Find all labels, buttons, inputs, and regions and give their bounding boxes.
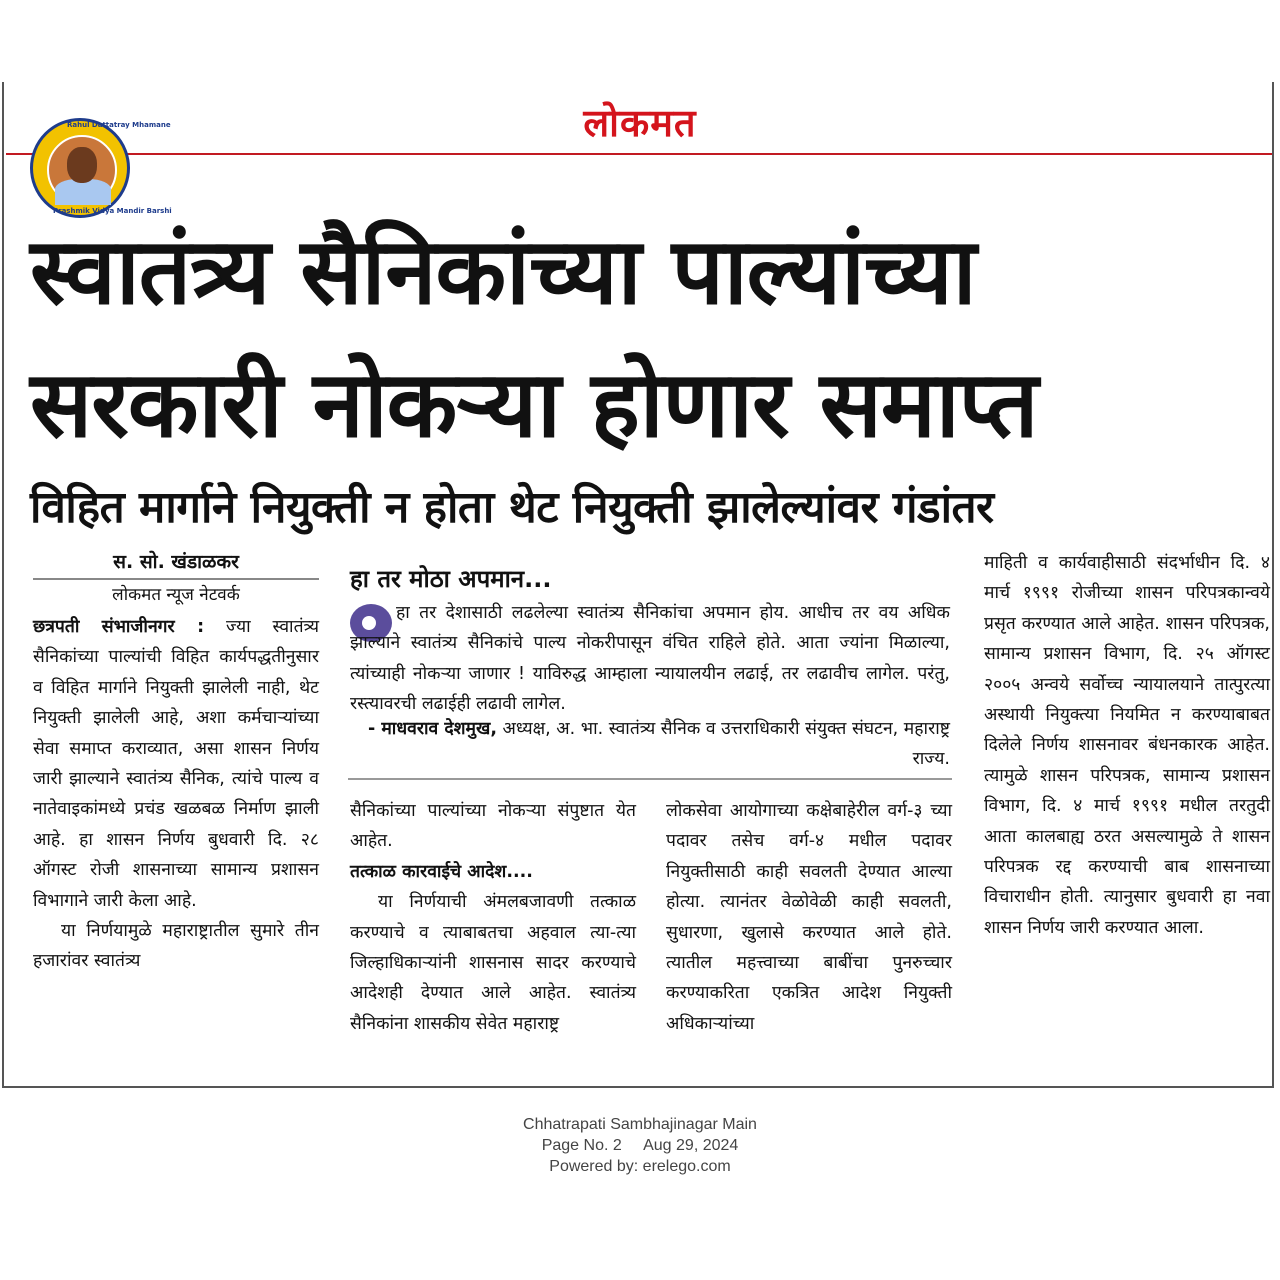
headline-line-1: स्वातंत्र्य सैनिकांच्या पाल्यांच्या xyxy=(30,218,976,325)
column-2-para-2: या निर्णयाची अंमलबजावणी तत्काळ करण्याचे व त्याबाबतचा अहवाल त्या-त्या जिल्हाधिकाऱ्यांनी शासनास सादर करण्याचे आदेशही देण्यात आले आहेत. स्वातंत्र्य सैनिकांना शासकीय सेवेत महाराष्ट्र xyxy=(350,892,636,1034)
avatar xyxy=(47,135,117,205)
headline-line-2: सरकारी नोकऱ्या होणार समाप्त xyxy=(30,351,1038,458)
column-1-para-2: या निर्णयामुळे महाराष्ट्रातील सुमारे तीन हजारांवर स्वातंत्र्य xyxy=(33,921,319,972)
box-divider xyxy=(348,778,952,780)
footer-page-date: Page No. 2 Aug 29, 2024 xyxy=(541,1137,739,1154)
column-2-para-1: सैनिकांच्या पाल्यांच्या नोकऱ्या संपुष्टात येत आहेत. xyxy=(350,801,636,852)
dateline: छत्रपती संभाजीनगर : xyxy=(33,617,205,637)
box-quote: हा तर देशासाठी लढलेल्या स्वातंत्र्य सैनिकांचा अपमान होय. आधीच तर वय अधिक झाल्याने स्वातंत्र्य सैनिकांचे पाल्य नोकरीपासून वंचित राहिले होते. आता ज्यांना मिळाल्या, त्यांच्याही नोकऱ्या जाणार ! याविरुद्ध आम्हाला न्यायालयीन लढाई, तर लढावीच लागेल. परंतु, रस्त्यावरची लढाईही लढावी लागेल. xyxy=(350,603,950,715)
masthead-rule xyxy=(6,153,1272,155)
article-column-4 xyxy=(984,548,1270,943)
quote-attribution: - माधवराव देशमुख, अध्यक्ष, अ. भा. स्वातंत्र्य सैनिक व उत्तराधिकारी संयुक्त संघटन, महाराष्ट्र राज्य. xyxy=(367,719,950,770)
article-column-2 xyxy=(350,796,636,1039)
article-column-1 xyxy=(33,612,319,977)
column-1-para-1: छत्रपती संभाजीनगर : ज्या स्वातंत्र्य सैनिकांच्या पाल्यांची विहित कार्यपद्धतीनुसार व विहित मार्गाने नियुक्ती झालेली नाही, थेट नियुक्ती झालेली आहे, अशा कर्मचाऱ्यांच्या सेवा समाप्त कराव्यात, असा शासन निर्णय जारी झाल्याने स्वातंत्र्य सैनिक, त्यांचे पाल्य व नातेवाइकांमध्ये प्रचंड खळबळ निर्माण झाली आहे. हा शासन निर्णय बुधवारी दि. २८ ऑगस्ट रोजी शासनाच्या सामान्य प्रशासन विभागाने जारी केला आहे. xyxy=(33,617,319,911)
article-column-3 xyxy=(666,796,952,1039)
column-2-subheading: तत्काळ कारवाईचे आदेश.... xyxy=(350,861,533,882)
column-4-para-1: माहिती व कार्यवाहीसाठी संदर्भाधीन दि. ४ मार्च १९९१ रोजीच्या शासन परिपत्रकान्वये प्रसृत करण्यात आले आहेत. शासन परिपत्रक, सामान्य प्रशासन विभाग, दि. २५ ऑगस्ट २००५ अन्वये सर्वोच्च न्यायालयाने तात्पुरत्या अस्थायी नियुक्त्या नियमित न करण्याबाबत दिलेले निर्णय शासनावर बंधनकारक आहेत. त्यामुळे शासन परिपत्रक, सामान्य प्रशासन विभाग, दि. ४ मार्च १९९१ मधील तरतुदी आता कालबाह्य ठरत असल्यामुळे ते शासन परिपत्रक रद्द करण्याची बाब शासनाच्या विचाराधीन होती. त्यानुसार बुधवारी हा नवा शासन निर्णय जारी करण्यात आला. xyxy=(984,553,1270,938)
footer-powered-by: Powered by: erelego.com xyxy=(549,1158,731,1175)
news-network: लोकमत न्यूज नेटवर्क xyxy=(33,578,319,605)
subheadline: विहित मार्गाने नियुक्ती न होता थेट नियुक्ती झालेल्यांवर गंडांतर xyxy=(30,482,994,533)
author-byline: स. सो. खंडाळकर xyxy=(113,551,239,573)
footer-edition: Chhatrapati Sambhajinagar Main xyxy=(523,1116,757,1133)
newspaper-masthead: लोकमत xyxy=(583,100,697,145)
badge-top-text: Rahul Dattatray Mhamane xyxy=(67,121,171,129)
badge-bottom-text: Prashmik Vidya Mandir Barshi xyxy=(53,207,172,215)
profile-badge-logo xyxy=(30,118,172,218)
box-title: हा तर मोठा अपमान... xyxy=(350,565,552,593)
column-3-para-1: लोकसेवा आयोगाच्या कक्षेबाहेरील वर्ग-३ च्या पदावर तसेच वर्ग-४ मधील पदावर नियुक्तीसाठी काही सवलती देण्यात आल्या होत्या. त्यानंतर वेळोवेळी काही सवलती, सुधारणा, खुलासे करण्यात आले होते. त्यातील महत्त्वाच्या बाबींचा पुनरुच्चार करण्याकरिता एकत्रित आदेश नियुक्ती अधिकाऱ्यांच्या xyxy=(666,801,952,1034)
